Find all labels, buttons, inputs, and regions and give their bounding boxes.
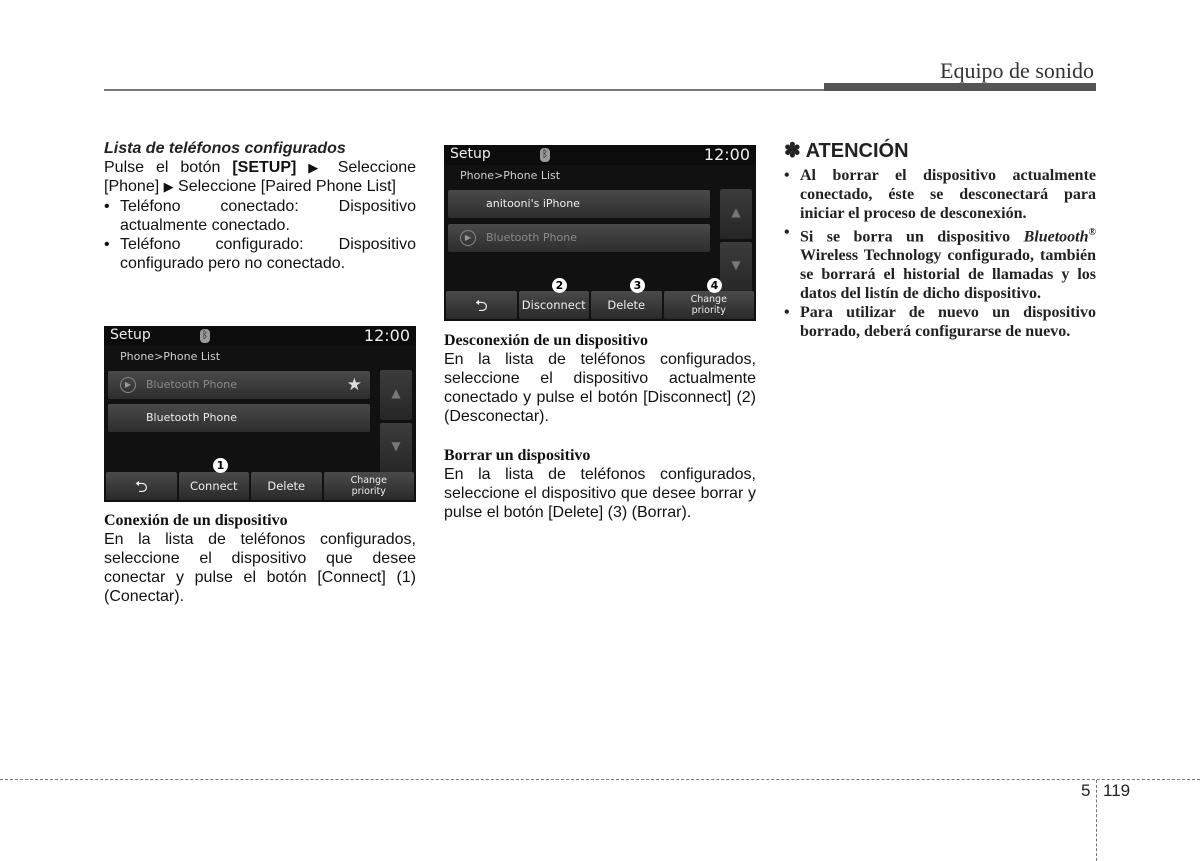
arrow-right-icon: ▶ <box>308 160 326 175</box>
phone-list-item[interactable] <box>108 404 370 432</box>
column-left <box>104 139 416 273</box>
scroll-down-icon: ▼ <box>391 439 401 453</box>
callout-badge-3: 3 <box>630 278 645 293</box>
section-title-delete: Borrar un dispositivo <box>444 447 591 464</box>
play-icon: ▶ <box>460 230 476 246</box>
column-middle <box>444 331 756 522</box>
phone-list-item[interactable] <box>108 371 370 399</box>
delete-button[interactable]: Delete <box>251 472 322 500</box>
delete-button[interactable]: Delete <box>591 291 662 319</box>
softkey-bar <box>106 472 414 500</box>
back-icon: ⮌ <box>134 476 148 496</box>
phone-name: Bluetooth Phone <box>146 411 237 424</box>
bullet-connected-phone: • Teléfono conectado: Dispositivo actualmente conectado. <box>104 197 416 235</box>
screen-titlebar <box>444 145 756 165</box>
bluetooth-icon: ᛒ <box>202 330 208 341</box>
section-text-disconnect: En la lista de teléfonos configurados, seleccione el dispositivo actualmente conectado y pulse el botón [Disconnect] (2) (Desconectar). <box>444 351 756 425</box>
attention-list <box>784 166 1096 341</box>
back-button[interactable] <box>446 291 517 319</box>
definition-list <box>104 197 416 273</box>
section-title-disconnect: Desconexión de un dispositivo <box>444 332 649 349</box>
phone-name: Bluetooth Phone <box>486 231 577 244</box>
scroll-down-button[interactable] <box>380 423 412 473</box>
footer-rule <box>0 779 1200 780</box>
screen-phone-list-connect <box>104 326 416 502</box>
subheading-phone-list: Lista de teléfonos configurados <box>104 140 346 157</box>
phone-name: anitooni's iPhone <box>486 197 580 210</box>
back-icon: ⮌ <box>474 295 488 315</box>
section-text-connect: En la lista de teléfonos configurados, seleccione el dispositivo que desee conectar y pulse el botón [Connect] (1) (Conectar). <box>104 531 416 605</box>
header-rule <box>104 89 824 91</box>
footer-divider <box>1096 780 1097 861</box>
callout-badge-4: 4 <box>707 278 722 293</box>
setup-button-label: [SETUP] <box>232 159 297 176</box>
phone-name: Bluetooth Phone <box>146 378 237 391</box>
scroll-up-button[interactable] <box>380 370 412 420</box>
column-right-attention <box>784 138 1096 341</box>
section-title-connect: Conexión de un dispositivo <box>104 512 288 529</box>
callout-badge-1: 1 <box>213 458 228 473</box>
star-icon: ★ <box>346 375 362 395</box>
section-connect <box>104 511 416 606</box>
screen-title: Setup <box>110 327 151 343</box>
screen-breadcrumb: Phone>Phone List <box>120 350 221 363</box>
phone-list-item[interactable] <box>448 190 710 218</box>
bluetooth-icon: ᛒ <box>542 149 548 160</box>
connect-button[interactable]: Connect <box>179 472 250 500</box>
screen-titlebar <box>104 326 416 346</box>
change-priority-button[interactable]: Change priority <box>664 291 755 319</box>
attention-heading: ✽ ATENCIÓN <box>784 140 909 162</box>
screen-breadcrumb: Phone>Phone List <box>460 169 561 182</box>
attention-item: • Al borrar el dispositivo actualmente conectado, éste se desconectará para iniciar el proceso de desconexión. <box>784 166 1096 223</box>
section-text-delete: En la lista de teléfonos configurados, seleccione el dispositivo que desee borrar y pulse el botón [Delete] (3) (Borrar). <box>444 466 756 521</box>
header-accent-bar <box>824 83 1096 91</box>
screen-clock: 12:00 <box>703 145 750 164</box>
scroll-down-button[interactable] <box>720 242 752 292</box>
running-header-title: Equipo de sonido <box>940 58 1094 83</box>
change-priority-button[interactable]: Change priority <box>324 472 415 500</box>
page-number: 119 <box>1103 781 1131 800</box>
phone-list-item[interactable] <box>448 224 710 252</box>
scroll-up-icon: ▲ <box>391 386 401 400</box>
callout-badge-2: 2 <box>552 278 567 293</box>
disconnect-button[interactable]: Disconnect <box>519 291 590 319</box>
screen-title: Setup <box>450 146 491 162</box>
softkey-bar <box>446 291 754 319</box>
arrow-right-icon: ▶ <box>163 179 174 194</box>
bullet-paired-phone: • Teléfono configurado: Dispositivo configurado pero no conectado. <box>104 235 416 273</box>
scroll-down-icon: ▼ <box>731 258 741 272</box>
scroll-up-icon: ▲ <box>731 205 741 219</box>
scroll-up-button[interactable] <box>720 189 752 239</box>
screen-clock: 12:00 <box>363 326 410 345</box>
screen-phone-list-disconnect <box>444 145 756 321</box>
attention-item: • Para utilizar de nuevo un dispositivo borrado, deberá configurarse de nuevo. <box>784 303 1096 341</box>
chapter-number: 5 <box>1081 781 1091 800</box>
play-icon: ▶ <box>120 377 136 393</box>
attention-item: • Si se borra un dispositivo Bluetooth® Wireless Technology configurado, también se borrará el historial de llamadas y los datos del listín de dicho dispositivo. <box>784 223 1096 303</box>
back-button[interactable] <box>106 472 177 500</box>
intro-paragraph: Pulse el botón [SETUP] ▶ Seleccione [Phone] ▶ Seleccione [Paired Phone List] <box>104 159 417 195</box>
